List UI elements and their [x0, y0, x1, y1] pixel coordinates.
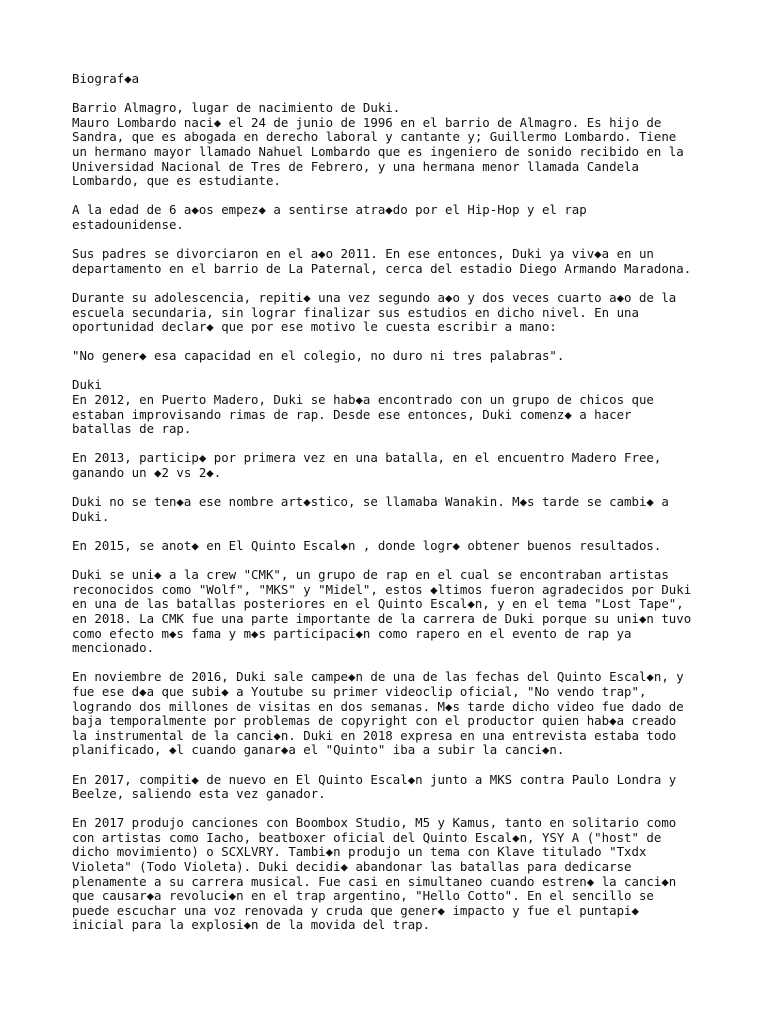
text-line: fue ese d◆a que subi◆ a Youtube su primer videoclip oficial, "No vendo trap",	[72, 683, 647, 699]
text-line: En 2017, compiti◆ de nuevo en El Quinto Escal◆n junto a MKS contra Paulo Londra y	[72, 771, 677, 787]
text-line: en una de las batallas posteriores en el Quinto Escal◆n, y en el tema "Lost Tape",	[72, 596, 684, 612]
paragraph	[72, 495, 712, 524]
text-line: Beelze, saliendo esta vez ganador.	[72, 786, 326, 802]
paragraph	[72, 539, 712, 554]
text-line: En 2012, en Puerto Madero, Duki se hab◆a encontrado con un grupo de chicos que	[72, 392, 654, 408]
text-line: Sandra, que es abogada en derecho laboral y cantante y; Guillermo Lombardo. Tiene	[72, 129, 677, 145]
text-line: planificado, ◆l cuando ganar◆a el "Quinto" iba a subir la canci◆n.	[72, 742, 565, 758]
paragraph	[72, 203, 712, 232]
text-line: estadounidense.	[72, 216, 184, 232]
text-line: oportunidad declar◆ que por ese motivo le cuesta escribir a mano:	[72, 319, 557, 335]
paragraph-gap	[72, 481, 712, 496]
paragraph	[72, 568, 712, 656]
text-line: A la edad de 6 a◆os empez◆ a sentirse atra◆do por el Hip-Hop y el rap	[72, 202, 587, 218]
text-line: Mauro Lombardo naci◆ el 24 de junio de 1996 en el barrio de Almagro. Es hijo de	[72, 114, 662, 130]
text-line: que causar◆a revoluci◆n en el trap argentino, "Hello Cotto". En el sencillo se	[72, 888, 654, 904]
text-line: baja temporalmente por problemas de copyright con el productor quien hab◆a creado	[72, 713, 677, 729]
paragraph-gap	[72, 364, 712, 379]
paragraph	[72, 349, 712, 364]
text-line: En 2017 produjo canciones con Boombox Studio, M5 y Kamus, tanto en solitario como	[72, 815, 677, 831]
paragraph	[72, 773, 712, 802]
text-line: plenamente a su carrera musical. Fue casi en simultaneo cuando estren◆ la canci◆n	[72, 873, 677, 889]
text-line: Duki.	[72, 508, 110, 524]
paragraph-gap	[72, 656, 712, 671]
paragraph-gap	[72, 554, 712, 569]
text-line: Durante su adolescencia, repiti◆ una vez segundo a◆o y dos veces cuarto a◆o de la	[72, 289, 677, 305]
document-body	[72, 101, 712, 933]
document-page	[72, 72, 712, 933]
paragraph-gap	[72, 758, 712, 773]
text-line: Violeta" (Todo Violeta). Duki decidi◆ abandonar las batallas para dedicarse	[72, 859, 632, 875]
text-line: estaban improvisando rimas de rap. Desde ese entonces, Duki comenz◆ a hacer	[72, 406, 632, 422]
text-line: la instrumental de la canci◆n. Duki en 2018 expresa en una entrevista estaba todo	[72, 727, 677, 743]
text-line: Duki	[72, 377, 102, 393]
paragraph-gap	[72, 802, 712, 817]
text-line: ganando un ◆2 vs 2◆.	[72, 465, 222, 481]
paragraph	[72, 247, 712, 276]
text-line: inicial para la explosi◆n de la movida del trap.	[72, 917, 431, 933]
paragraph	[72, 816, 712, 933]
text-line: reconocidos como "Wolf", "MKS" y "Midel", estos ◆ltimos fueron agradecidos por Duki	[72, 581, 692, 597]
text-line: Lombardo, que es estudiante.	[72, 173, 281, 189]
paragraph	[72, 378, 712, 436]
paragraph	[72, 101, 712, 189]
paragraph-gap	[72, 437, 712, 452]
text-line: En noviembre de 2016, Duki sale campe◆n de una de las fechas del Quinto Escal◆n, y	[72, 669, 684, 685]
text-line: Duki no se ten◆a ese nombre art◆stico, se llamaba Wanakin. M◆s tarde se cambi◆ a	[72, 494, 669, 510]
text-line: Universidad Nacional de Tres de Febrero, y una hermana menor llamada Candela	[72, 158, 639, 174]
text-line: batallas de rap.	[72, 421, 192, 437]
paragraph	[72, 291, 712, 335]
text-line: con artistas como Iacho, beatboxer oficial del Quinto Escal◆n, YSY A ("host" de	[72, 829, 662, 845]
text-line: En 2013, particip◆ por primera vez en una batalla, en el encuentro Madero Free,	[72, 450, 662, 466]
text-line: dicho movimiento) o SCXLVRY. Tambi◆n produjo un tema con Klave titulado "Txdx	[72, 844, 647, 860]
text-line: como efecto m◆s fama y m◆s participaci◆n como rapero en el evento de rap ya	[72, 625, 632, 641]
paragraph-gap	[72, 524, 712, 539]
paragraph-gap	[72, 233, 712, 248]
paragraph-gap	[72, 189, 712, 204]
paragraph-gap	[72, 335, 712, 350]
document-title: Biograf◆a	[72, 71, 140, 86]
paragraph-gap	[72, 276, 712, 291]
text-line: un hermano mayor llamado Nahuel Lombardo que es ingeniero de sonido recibido en la	[72, 143, 684, 159]
text-line: departamento en el barrio de La Paternal, cerca del estadio Diego Armando Maradona.	[72, 260, 692, 276]
paragraph	[72, 670, 712, 758]
text-line: Duki se uni◆ a la crew "CMK", un grupo de rap en el cual se encontraban artistas	[72, 567, 669, 583]
text-line: en 2018. La CMK fue una parte importante de la carrera de Duki porque su uni◆n tuvo	[72, 610, 692, 626]
text-line: puede escuchar una voz renovada y cruda que gener◆ impacto y fue el puntapi◆	[72, 902, 639, 918]
paragraph-gap	[72, 87, 712, 102]
paragraph	[72, 451, 712, 480]
text-line: Sus padres se divorciaron en el a◆o 2011. En ese entonces, Duki ya viv◆a en un	[72, 246, 654, 262]
text-line: logrando dos millones de visitas en dos semanas. M◆s tarde dicho video fue dado de	[72, 698, 684, 714]
text-line: mencionado.	[72, 640, 155, 656]
text-line: "No gener◆ esa capacidad en el colegio, no duro ni tres palabras".	[72, 348, 565, 364]
text-line: escuela secundaria, sin lograr finalizar sus estudios en dicho nivel. En una	[72, 304, 639, 320]
text-line: En 2015, se anot◆ en El Quinto Escal◆n , donde logr◆ obtener buenos resultados.	[72, 538, 662, 553]
text-line: Barrio Almagro, lugar de nacimiento de Duki.	[72, 100, 401, 116]
